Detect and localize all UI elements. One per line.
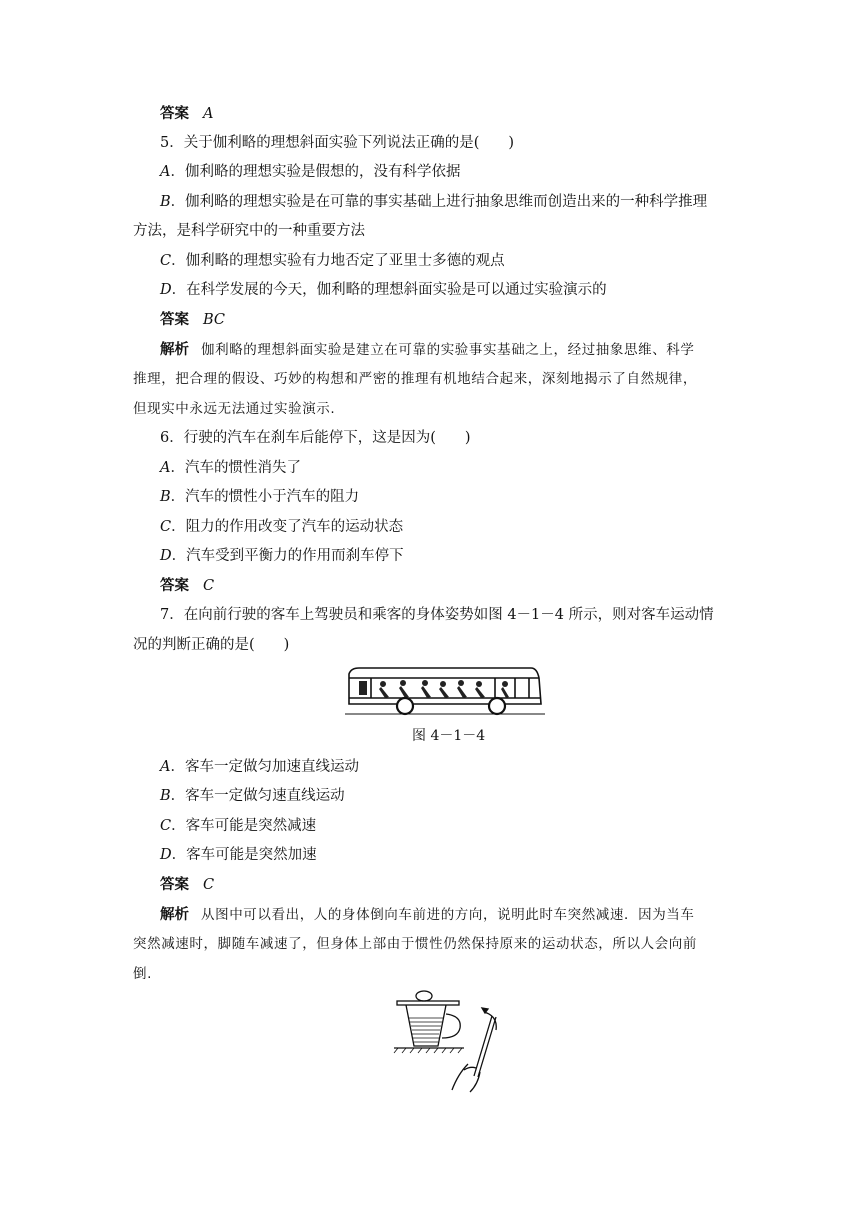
answer-value: C [203, 578, 215, 594]
q5-option-b: B．伽利略的理想实验是在可靠的事实基础上进行抽象思维而创造出来的一种科学推理 [160, 194, 708, 210]
answer-value: A [203, 106, 214, 122]
answer-label: 答案 [160, 577, 189, 594]
q5-option-a: A．伽利略的理想实验是假想的，没有科学依据 [160, 164, 461, 180]
q5-analysis-line-3: 但现实中永远无法通过实验演示. [133, 401, 336, 417]
q7-stem-line-2: 况的判断正确的是( ) [133, 637, 290, 653]
answer-label: 答案 [160, 876, 189, 893]
answer-label: 答案 [160, 311, 189, 328]
q5-analysis-line-2: 推理，把合理的假设、巧妙的构想和严密的推理有机地结合起来，深刻地揭示了自然规律， [133, 371, 697, 387]
inertia-experiment-figure [392, 986, 512, 1096]
q7-analysis-line-1: 解析 从图中可以看出，人的身体倒向车前进的方向，说明此时车突然减速．因为当车 [160, 906, 695, 923]
q7-stem-line-1: 7．在向前行驶的客车上驾驶员和乘客的身体姿势如图 4－1－4 所示，则对客车运动情 [160, 607, 714, 623]
q7-answer [160, 875, 214, 895]
q5-option-c: C．伽利略的理想实验有力地否定了亚里士多德的观点 [160, 253, 505, 269]
q7-option-a: A．客车一定做匀加速直线运动 [160, 759, 359, 775]
q7-option-c: C．客车可能是突然减速 [160, 818, 317, 834]
q7-analysis-line-2: 突然减速时，脚随车减速了，但身体上部由于惯性仍然保持原来的运动状态，所以人会向前 [133, 936, 697, 952]
answer-value: C [203, 877, 215, 893]
q5-analysis-line-1: 解析 伽利略的理想斜面实验是建立在可靠的实验事实基础之上，经过抽象思维、科学 [160, 341, 695, 358]
bus-figure [345, 664, 545, 716]
q5-option-d: D．在科学发展的今天，伽利略的理想斜面实验是可以通过实验演示的 [160, 282, 607, 298]
q5-option-b-continued: 方法，是科学研究中的一种重要方法 [133, 223, 365, 239]
q6-option-d: D．汽车受到平衡力的作用而刹车停下 [160, 548, 404, 564]
analysis-label: 解析 [160, 906, 189, 923]
q5-answer [160, 310, 225, 330]
q5-stem: 5．关于伽利略的理想斜面实验下列说法正确的是( ) [160, 135, 515, 151]
analysis-label: 解析 [160, 341, 189, 358]
q6-stem: 6．行驶的汽车在刹车后能停下，这是因为( ) [160, 430, 471, 446]
q7-analysis-line-3: 倒. [133, 966, 152, 982]
q6-option-a: A．汽车的惯性消失了 [160, 460, 301, 476]
q7-option-d: D．客车可能是突然加速 [160, 847, 317, 863]
q7-option-b: B．客车一定做匀速直线运动 [160, 788, 345, 804]
figure-caption: 图 4－1－4 [412, 728, 486, 744]
q6-option-c: C．阻力的作用改变了汽车的运动状态 [160, 519, 404, 535]
answer-value: BC [203, 312, 226, 328]
q6-answer [160, 576, 214, 596]
q6-option-b: B．汽车的惯性小于汽车的阻力 [160, 489, 360, 505]
answer-label: 答案 [160, 105, 189, 122]
q4-answer [160, 104, 213, 124]
